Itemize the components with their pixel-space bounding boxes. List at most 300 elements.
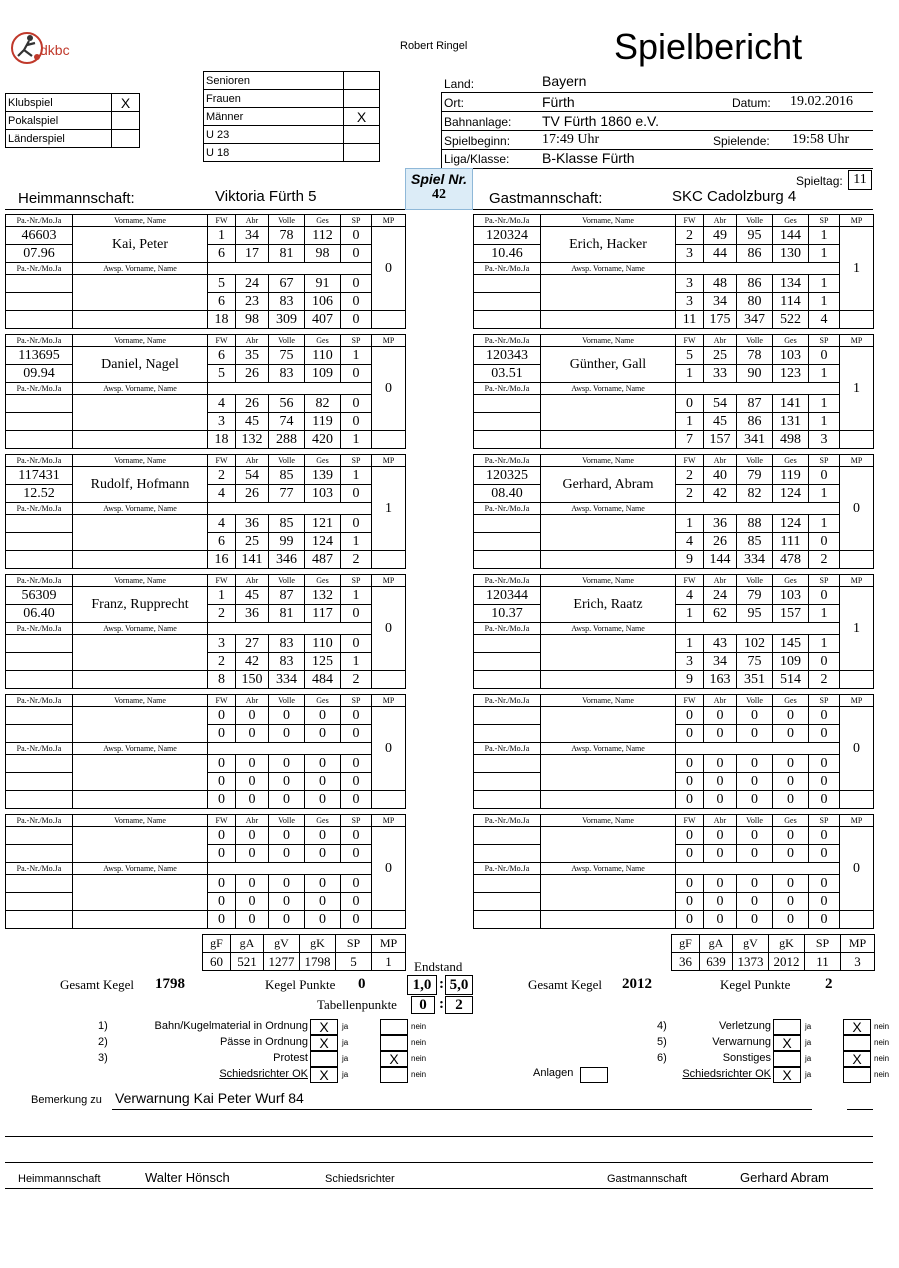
score-cell[interactable]: 0 xyxy=(305,725,341,743)
score-cell[interactable]: 1 xyxy=(341,587,372,605)
score-cell[interactable]: 2 xyxy=(676,467,704,485)
score-cell[interactable]: 1 xyxy=(676,635,704,653)
score-cell[interactable]: 0 xyxy=(305,707,341,725)
score-cell[interactable]: 0 xyxy=(809,347,840,365)
score-cell[interactable]: 1 xyxy=(809,227,840,245)
score-cell[interactable]: 0 xyxy=(341,827,372,845)
score-cell[interactable]: 0 xyxy=(208,755,236,773)
score-cell[interactable]: 0 xyxy=(704,707,737,725)
score-cell[interactable]: 0 xyxy=(269,893,305,911)
sub-player-name[interactable] xyxy=(541,275,676,311)
score-cell[interactable]: 4 xyxy=(208,485,236,503)
birth-date[interactable]: 03.51 xyxy=(474,365,541,383)
score-cell[interactable]: 45 xyxy=(236,413,269,431)
score-cell[interactable]: 0 xyxy=(208,827,236,845)
score-cell[interactable]: 24 xyxy=(236,275,269,293)
check-ja-box[interactable] xyxy=(310,1035,338,1051)
birth-date[interactable]: 10.46 xyxy=(474,245,541,263)
pass-number[interactable] xyxy=(474,827,541,845)
score-cell[interactable]: 49 xyxy=(704,227,737,245)
category-mark[interactable] xyxy=(344,90,380,108)
score-cell[interactable]: 1 xyxy=(676,413,704,431)
score-cell[interactable]: 81 xyxy=(269,245,305,263)
score-cell[interactable]: 0 xyxy=(208,875,236,893)
score-cell[interactable]: 2 xyxy=(208,467,236,485)
player-name[interactable] xyxy=(73,707,208,743)
score-cell[interactable]: 0 xyxy=(236,755,269,773)
score-cell[interactable]: 130 xyxy=(773,245,809,263)
score-cell[interactable]: 26 xyxy=(236,485,269,503)
score-cell[interactable]: 144 xyxy=(773,227,809,245)
score-cell[interactable]: 1 xyxy=(809,293,840,311)
score-cell[interactable]: 0 xyxy=(341,875,372,893)
sub-pass-number[interactable] xyxy=(6,755,73,773)
score-cell[interactable]: 1 xyxy=(809,605,840,623)
sub-player-name[interactable] xyxy=(541,515,676,551)
birth-date[interactable] xyxy=(6,725,73,743)
score-cell[interactable]: 6 xyxy=(208,245,236,263)
score-cell[interactable]: 0 xyxy=(773,827,809,845)
pass-number[interactable]: 46603 xyxy=(6,227,73,245)
score-cell[interactable]: 3 xyxy=(676,653,704,671)
sub-pass-number[interactable] xyxy=(6,515,73,533)
score-cell[interactable]: 67 xyxy=(269,275,305,293)
category-mark[interactable] xyxy=(344,72,380,90)
score-cell[interactable]: 0 xyxy=(809,773,840,791)
score-cell[interactable]: 0 xyxy=(305,827,341,845)
sub-birth-date[interactable] xyxy=(474,293,541,311)
score-cell[interactable]: 110 xyxy=(305,347,341,365)
score-cell[interactable]: 4 xyxy=(676,587,704,605)
score-cell[interactable]: 83 xyxy=(269,635,305,653)
score-cell[interactable]: 0 xyxy=(305,755,341,773)
sub-birth-date[interactable] xyxy=(6,653,73,671)
sub-pass-number[interactable] xyxy=(474,755,541,773)
check-nein-box[interactable] xyxy=(380,1035,408,1051)
birth-date[interactable] xyxy=(6,845,73,863)
score-cell[interactable]: 0 xyxy=(341,365,372,383)
score-cell[interactable]: 87 xyxy=(737,395,773,413)
score-cell[interactable]: 3 xyxy=(208,413,236,431)
score-cell[interactable]: 4 xyxy=(208,395,236,413)
score-cell[interactable]: 79 xyxy=(737,467,773,485)
score-cell[interactable]: 1 xyxy=(809,275,840,293)
score-cell[interactable]: 83 xyxy=(269,653,305,671)
score-cell[interactable]: 54 xyxy=(236,467,269,485)
score-cell[interactable]: 98 xyxy=(305,245,341,263)
score-cell[interactable]: 0 xyxy=(809,845,840,863)
player-name[interactable] xyxy=(541,707,676,743)
score-cell[interactable]: 23 xyxy=(236,293,269,311)
score-cell[interactable]: 0 xyxy=(737,845,773,863)
birth-date[interactable]: 08.40 xyxy=(474,485,541,503)
score-cell[interactable]: 0 xyxy=(269,773,305,791)
anlagen-box[interactable] xyxy=(580,1067,608,1083)
score-cell[interactable]: 0 xyxy=(773,707,809,725)
score-cell[interactable]: 43 xyxy=(704,635,737,653)
score-cell[interactable]: 0 xyxy=(341,635,372,653)
score-cell[interactable]: 5 xyxy=(676,347,704,365)
score-cell[interactable]: 75 xyxy=(737,653,773,671)
pass-number[interactable] xyxy=(474,707,541,725)
score-cell[interactable]: 0 xyxy=(809,827,840,845)
score-cell[interactable]: 4 xyxy=(676,533,704,551)
score-cell[interactable]: 0 xyxy=(704,893,737,911)
score-cell[interactable]: 0 xyxy=(305,893,341,911)
score-cell[interactable]: 0 xyxy=(737,827,773,845)
sub-player-name[interactable] xyxy=(73,395,208,431)
score-cell[interactable]: 80 xyxy=(737,293,773,311)
score-cell[interactable]: 0 xyxy=(737,893,773,911)
score-cell[interactable]: 36 xyxy=(704,515,737,533)
score-cell[interactable]: 2 xyxy=(208,605,236,623)
score-cell[interactable]: 1 xyxy=(809,245,840,263)
score-cell[interactable]: 124 xyxy=(773,515,809,533)
score-cell[interactable]: 0 xyxy=(809,533,840,551)
score-cell[interactable]: 0 xyxy=(208,893,236,911)
score-cell[interactable]: 0 xyxy=(236,845,269,863)
score-cell[interactable]: 85 xyxy=(269,467,305,485)
score-cell[interactable]: 0 xyxy=(737,725,773,743)
score-cell[interactable]: 0 xyxy=(676,755,704,773)
score-cell[interactable]: 85 xyxy=(737,533,773,551)
check-nein-box[interactable] xyxy=(380,1051,408,1067)
score-cell[interactable]: 124 xyxy=(305,533,341,551)
score-cell[interactable]: 26 xyxy=(236,365,269,383)
score-cell[interactable]: 0 xyxy=(341,293,372,311)
score-cell[interactable]: 81 xyxy=(269,605,305,623)
score-cell[interactable]: 0 xyxy=(208,845,236,863)
check-ja-box[interactable] xyxy=(310,1019,338,1035)
score-cell[interactable]: 0 xyxy=(305,875,341,893)
score-cell[interactable]: 83 xyxy=(269,365,305,383)
score-cell[interactable]: 0 xyxy=(809,755,840,773)
remark-text[interactable]: Verwarnung Kai Peter Wurf 84 xyxy=(115,1090,304,1106)
score-cell[interactable]: 62 xyxy=(704,605,737,623)
score-cell[interactable]: 124 xyxy=(773,485,809,503)
score-cell[interactable]: 1 xyxy=(809,413,840,431)
score-cell[interactable]: 26 xyxy=(704,533,737,551)
check-ja-box[interactable] xyxy=(773,1035,801,1051)
score-cell[interactable]: 0 xyxy=(269,845,305,863)
sub-pass-number[interactable] xyxy=(6,635,73,653)
score-cell[interactable]: 0 xyxy=(341,515,372,533)
score-cell[interactable]: 114 xyxy=(773,293,809,311)
score-cell[interactable]: 0 xyxy=(773,845,809,863)
sub-pass-number[interactable] xyxy=(6,275,73,293)
score-cell[interactable]: 0 xyxy=(236,773,269,791)
pass-number[interactable]: 56309 xyxy=(6,587,73,605)
check-nein-box[interactable] xyxy=(380,1067,408,1083)
score-cell[interactable]: 86 xyxy=(737,245,773,263)
check-ja-box[interactable] xyxy=(773,1051,801,1067)
score-cell[interactable]: 1 xyxy=(341,653,372,671)
score-cell[interactable]: 0 xyxy=(773,773,809,791)
score-cell[interactable]: 0 xyxy=(269,707,305,725)
sub-pass-number[interactable] xyxy=(474,395,541,413)
score-cell[interactable]: 103 xyxy=(305,485,341,503)
sub-birth-date[interactable] xyxy=(474,893,541,911)
score-cell[interactable]: 45 xyxy=(236,587,269,605)
score-cell[interactable]: 0 xyxy=(676,827,704,845)
score-cell[interactable]: 119 xyxy=(773,467,809,485)
check-nein-box[interactable] xyxy=(843,1051,871,1067)
score-cell[interactable]: 1 xyxy=(809,635,840,653)
score-cell[interactable]: 0 xyxy=(809,893,840,911)
score-cell[interactable]: 109 xyxy=(305,365,341,383)
score-cell[interactable]: 0 xyxy=(341,725,372,743)
birth-date[interactable]: 10.37 xyxy=(474,605,541,623)
sub-birth-date[interactable] xyxy=(6,893,73,911)
score-cell[interactable]: 87 xyxy=(269,587,305,605)
player-name[interactable]: Erich, Raatz xyxy=(541,587,676,623)
score-cell[interactable]: 78 xyxy=(269,227,305,245)
score-cell[interactable]: 3 xyxy=(676,293,704,311)
score-cell[interactable]: 42 xyxy=(704,485,737,503)
sub-birth-date[interactable] xyxy=(474,653,541,671)
score-cell[interactable]: 0 xyxy=(341,245,372,263)
sub-birth-date[interactable] xyxy=(6,293,73,311)
sub-player-name[interactable] xyxy=(73,875,208,911)
score-cell[interactable]: 0 xyxy=(341,605,372,623)
check-ja-box[interactable] xyxy=(773,1019,801,1035)
score-cell[interactable]: 111 xyxy=(773,533,809,551)
score-cell[interactable]: 0 xyxy=(773,893,809,911)
score-cell[interactable]: 35 xyxy=(236,347,269,365)
score-cell[interactable]: 0 xyxy=(773,755,809,773)
score-cell[interactable]: 139 xyxy=(305,467,341,485)
score-cell[interactable]: 157 xyxy=(773,605,809,623)
sub-birth-date[interactable] xyxy=(6,533,73,551)
score-cell[interactable]: 0 xyxy=(809,725,840,743)
score-cell[interactable]: 0 xyxy=(809,587,840,605)
score-cell[interactable]: 1 xyxy=(676,515,704,533)
score-cell[interactable]: 36 xyxy=(236,515,269,533)
score-cell[interactable]: 77 xyxy=(269,485,305,503)
score-cell[interactable]: 0 xyxy=(236,707,269,725)
sub-pass-number[interactable] xyxy=(474,875,541,893)
score-cell[interactable]: 86 xyxy=(737,413,773,431)
score-cell[interactable]: 99 xyxy=(269,533,305,551)
check-nein-box[interactable] xyxy=(380,1019,408,1035)
score-cell[interactable]: 75 xyxy=(269,347,305,365)
score-cell[interactable]: 86 xyxy=(737,275,773,293)
pass-number[interactable] xyxy=(6,707,73,725)
score-cell[interactable]: 0 xyxy=(341,227,372,245)
score-cell[interactable]: 74 xyxy=(269,413,305,431)
score-cell[interactable]: 1 xyxy=(208,587,236,605)
score-cell[interactable]: 0 xyxy=(305,845,341,863)
score-cell[interactable]: 0 xyxy=(676,707,704,725)
check-ja-box[interactable] xyxy=(310,1067,338,1083)
score-cell[interactable]: 54 xyxy=(704,395,737,413)
score-cell[interactable]: 0 xyxy=(676,395,704,413)
score-cell[interactable]: 1 xyxy=(809,515,840,533)
score-cell[interactable]: 145 xyxy=(773,635,809,653)
score-cell[interactable]: 0 xyxy=(269,755,305,773)
score-cell[interactable]: 0 xyxy=(341,275,372,293)
score-cell[interactable]: 0 xyxy=(809,707,840,725)
score-cell[interactable]: 1 xyxy=(341,533,372,551)
sub-birth-date[interactable] xyxy=(6,413,73,431)
birth-date[interactable]: 06.40 xyxy=(6,605,73,623)
score-cell[interactable]: 42 xyxy=(236,653,269,671)
score-cell[interactable]: 0 xyxy=(773,875,809,893)
score-cell[interactable]: 0 xyxy=(737,773,773,791)
sub-player-name[interactable] xyxy=(541,635,676,671)
player-name[interactable]: Günther, Gall xyxy=(541,347,676,383)
score-cell[interactable]: 5 xyxy=(208,365,236,383)
score-cell[interactable]: 90 xyxy=(737,365,773,383)
sub-player-name[interactable] xyxy=(541,395,676,431)
score-cell[interactable]: 0 xyxy=(737,707,773,725)
score-cell[interactable]: 26 xyxy=(236,395,269,413)
category-mark[interactable] xyxy=(344,126,380,144)
score-cell[interactable]: 44 xyxy=(704,245,737,263)
score-cell[interactable]: 83 xyxy=(269,293,305,311)
score-cell[interactable]: 5 xyxy=(208,275,236,293)
score-cell[interactable]: 0 xyxy=(208,725,236,743)
score-cell[interactable]: 0 xyxy=(341,485,372,503)
score-cell[interactable]: 45 xyxy=(704,413,737,431)
sub-pass-number[interactable] xyxy=(474,275,541,293)
sub-birth-date[interactable] xyxy=(474,413,541,431)
score-cell[interactable]: 6 xyxy=(208,293,236,311)
score-cell[interactable]: 17 xyxy=(236,245,269,263)
player-name[interactable]: Rudolf, Hofmann xyxy=(73,467,208,503)
score-cell[interactable]: 0 xyxy=(773,725,809,743)
birth-date[interactable]: 07.96 xyxy=(6,245,73,263)
player-name[interactable] xyxy=(73,827,208,863)
score-cell[interactable]: 1 xyxy=(809,395,840,413)
score-cell[interactable]: 112 xyxy=(305,227,341,245)
score-cell[interactable]: 0 xyxy=(704,827,737,845)
score-cell[interactable]: 0 xyxy=(809,467,840,485)
score-cell[interactable]: 0 xyxy=(704,773,737,791)
birth-date[interactable]: 09.94 xyxy=(6,365,73,383)
score-cell[interactable]: 0 xyxy=(676,875,704,893)
score-cell[interactable]: 79 xyxy=(737,587,773,605)
score-cell[interactable]: 2 xyxy=(676,227,704,245)
sub-pass-number[interactable] xyxy=(474,515,541,533)
score-cell[interactable]: 3 xyxy=(676,275,704,293)
score-cell[interactable]: 4 xyxy=(208,515,236,533)
score-cell[interactable]: 110 xyxy=(305,635,341,653)
score-cell[interactable]: 25 xyxy=(704,347,737,365)
score-cell[interactable]: 0 xyxy=(236,725,269,743)
score-cell[interactable]: 78 xyxy=(737,347,773,365)
score-cell[interactable]: 0 xyxy=(269,875,305,893)
score-cell[interactable]: 134 xyxy=(773,275,809,293)
score-cell[interactable]: 0 xyxy=(676,845,704,863)
score-cell[interactable]: 0 xyxy=(341,773,372,791)
score-cell[interactable]: 0 xyxy=(737,755,773,773)
score-cell[interactable]: 132 xyxy=(305,587,341,605)
score-cell[interactable]: 0 xyxy=(236,893,269,911)
sub-pass-number[interactable] xyxy=(6,395,73,413)
score-cell[interactable]: 125 xyxy=(305,653,341,671)
sub-player-name[interactable] xyxy=(73,755,208,791)
score-cell[interactable]: 34 xyxy=(704,293,737,311)
score-cell[interactable]: 1 xyxy=(341,467,372,485)
pass-number[interactable]: 113695 xyxy=(6,347,73,365)
score-cell[interactable]: 103 xyxy=(773,587,809,605)
check-ja-box[interactable] xyxy=(310,1051,338,1067)
game-type-mark[interactable]: X xyxy=(112,94,140,112)
sub-birth-date[interactable] xyxy=(6,773,73,791)
player-name[interactable]: Gerhard, Abram xyxy=(541,467,676,503)
score-cell[interactable]: 103 xyxy=(773,347,809,365)
score-cell[interactable]: 2 xyxy=(208,653,236,671)
score-cell[interactable]: 82 xyxy=(305,395,341,413)
sub-pass-number[interactable] xyxy=(6,875,73,893)
score-cell[interactable]: 0 xyxy=(236,875,269,893)
score-cell[interactable]: 3 xyxy=(208,635,236,653)
pass-number[interactable]: 120324 xyxy=(474,227,541,245)
score-cell[interactable]: 25 xyxy=(236,533,269,551)
score-cell[interactable]: 95 xyxy=(737,227,773,245)
score-cell[interactable]: 2 xyxy=(676,485,704,503)
score-cell[interactable]: 0 xyxy=(341,707,372,725)
score-cell[interactable]: 6 xyxy=(208,347,236,365)
score-cell[interactable]: 0 xyxy=(676,893,704,911)
score-cell[interactable]: 34 xyxy=(704,653,737,671)
score-cell[interactable]: 0 xyxy=(676,773,704,791)
score-cell[interactable]: 34 xyxy=(236,227,269,245)
check-ja-box[interactable] xyxy=(773,1067,801,1083)
score-cell[interactable]: 1 xyxy=(676,605,704,623)
player-name[interactable]: Franz, Rupprecht xyxy=(73,587,208,623)
score-cell[interactable]: 0 xyxy=(676,725,704,743)
score-cell[interactable]: 121 xyxy=(305,515,341,533)
score-cell[interactable]: 1 xyxy=(809,485,840,503)
score-cell[interactable]: 91 xyxy=(305,275,341,293)
score-cell[interactable]: 0 xyxy=(737,875,773,893)
player-name[interactable] xyxy=(541,827,676,863)
birth-date[interactable]: 12.52 xyxy=(6,485,73,503)
pass-number[interactable]: 120325 xyxy=(474,467,541,485)
score-cell[interactable]: 33 xyxy=(704,365,737,383)
pass-number[interactable]: 120344 xyxy=(474,587,541,605)
score-cell[interactable]: 95 xyxy=(737,605,773,623)
score-cell[interactable]: 0 xyxy=(704,725,737,743)
score-cell[interactable]: 0 xyxy=(269,725,305,743)
check-nein-box[interactable] xyxy=(843,1035,871,1051)
sub-player-name[interactable] xyxy=(73,275,208,311)
category-mark[interactable]: X xyxy=(344,108,380,126)
score-cell[interactable]: 82 xyxy=(737,485,773,503)
score-cell[interactable]: 1 xyxy=(809,365,840,383)
score-cell[interactable]: 0 xyxy=(704,755,737,773)
game-type-mark[interactable] xyxy=(112,112,140,130)
score-cell[interactable]: 0 xyxy=(809,653,840,671)
player-name[interactable]: Kai, Peter xyxy=(73,227,208,263)
score-cell[interactable]: 141 xyxy=(773,395,809,413)
check-nein-box[interactable] xyxy=(843,1019,871,1035)
sub-player-name[interactable] xyxy=(541,875,676,911)
player-name[interactable]: Daniel, Nagel xyxy=(73,347,208,383)
pass-number[interactable]: 120343 xyxy=(474,347,541,365)
score-cell[interactable]: 0 xyxy=(236,827,269,845)
player-name[interactable]: Erich, Hacker xyxy=(541,227,676,263)
score-cell[interactable]: 0 xyxy=(269,827,305,845)
score-cell[interactable]: 56 xyxy=(269,395,305,413)
score-cell[interactable]: 3 xyxy=(676,245,704,263)
score-cell[interactable]: 102 xyxy=(737,635,773,653)
sub-player-name[interactable] xyxy=(541,755,676,791)
category-mark[interactable] xyxy=(344,144,380,162)
score-cell[interactable]: 0 xyxy=(305,773,341,791)
